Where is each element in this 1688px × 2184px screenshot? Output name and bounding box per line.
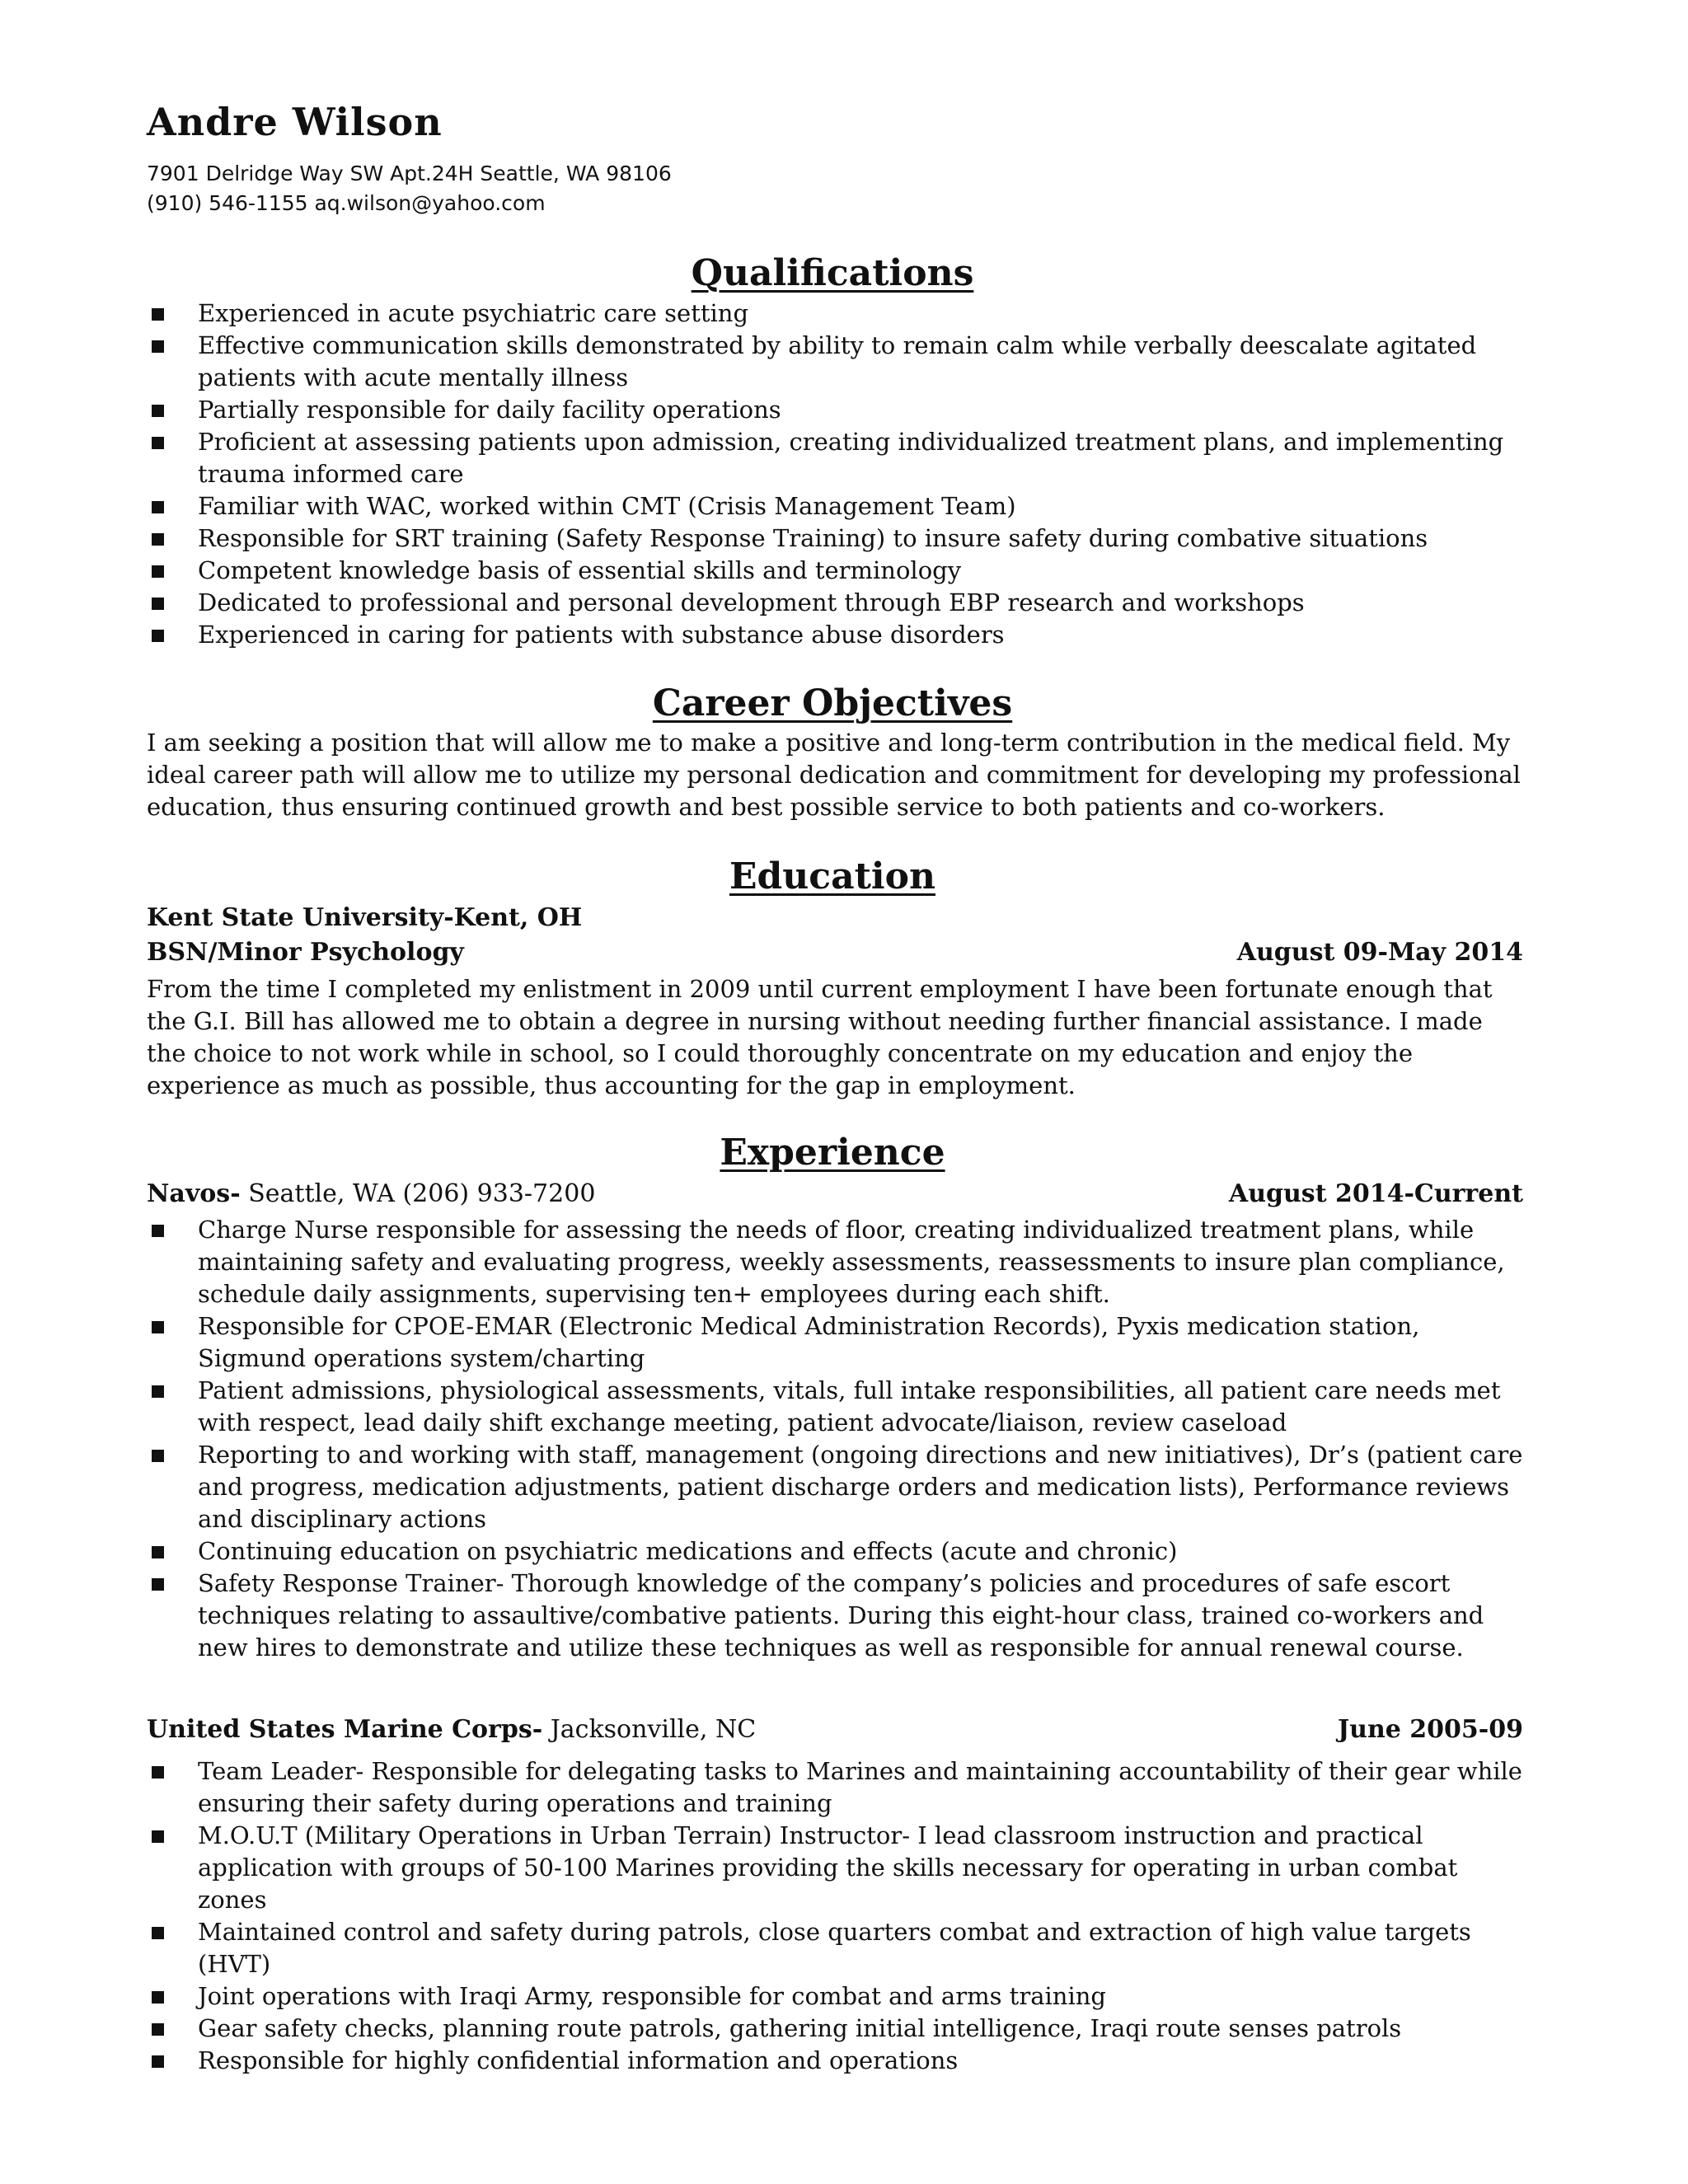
list-item: Effective communication skills demonstrated by ability to remain calm while verbally deescalate agitated patients with acute mentally illness [147,330,1531,394]
bullet-square-icon [152,1546,164,1558]
candidate-name: Andre Wilson [147,100,443,144]
list-item: Proficient at assessing patients upon admission, creating individualized treatment plans, and implementing trauma informed care [147,426,1531,490]
bullet-square-icon [152,2055,164,2068]
bullet-square-icon [152,340,164,353]
list-item: Responsible for SRT training (Safety Response Training) to insure safety during combative situations [147,523,1531,555]
list-item: Experienced in caring for patients with substance abuse disorders [147,619,1531,651]
contact-address: 7901 Delridge Way SW Apt.24H Seattle, WA 98106 [147,162,672,185]
job-header-usmc [147,1713,1523,1747]
job-header-navos [147,1177,1523,1212]
employer-name: Navos- [147,1179,241,1208]
employer-location: Jacksonville, NC [542,1715,757,1744]
education-school-row [147,901,1523,935]
bullet-square-icon [152,2023,164,2036]
bullet-square-icon [152,1766,164,1779]
list-item: Charge Nurse responsible for assessing the needs of floor, creating individualized treatment plans, while maintaining safety and evaluating progress, weekly assessments, reassessments to insure plan compliance, schedule daily assignments, supervising ten+ employees during each shift. [147,1214,1531,1310]
bullet-square-icon [152,1991,164,2004]
bullet-square-icon [152,1578,164,1591]
list-item: Dedicated to professional and personal development through EBP research and workshops [147,587,1531,619]
job-dates: August 2014-Current [1228,1179,1523,1208]
job-duties-list [147,1214,1531,1664]
list-item: Competent knowledge basis of essential skills and terminology [147,555,1531,587]
qualifications-list [147,298,1531,651]
bullet-square-icon [152,630,164,642]
list-item: Reporting to and working with staff, management (ongoing directions and new initiatives), Dr’s (patient care and progress, medication adjustments, patient discharge orders and medication lists), Performance reviews and disciplinary actions [147,1439,1531,1535]
degree-name: BSN/Minor Psychology [147,938,464,967]
list-item: Patient admissions, physiological assessments, vitals, full intake responsibilities, all patient care needs met with respect, lead daily shift exchange meeting, patient advocate/liaison, review caseload [147,1375,1531,1439]
bullet-square-icon [152,1385,164,1398]
education-dates: August 09-May 2014 [1236,938,1523,967]
list-item: Responsible for highly confidential information and operations [147,2045,1531,2077]
list-item: Maintained control and safety during patrols, close quarters combat and extraction of high value targets (HVT) [147,1916,1531,1980]
bullet-square-icon [152,437,164,449]
school-name: Kent State University-Kent, OH [147,903,583,932]
education-degree-row [147,935,1523,970]
list-item: Responsible for CPOE-EMAR (Electronic Medical Administration Records), Pyxis medication station, Sigmund operations system/charting [147,1310,1531,1375]
bullet-square-icon [152,1225,164,1237]
list-item: Partially responsible for daily facility operations [147,394,1531,426]
bullet-square-icon [152,598,164,610]
objectives-text: I am seeking a position that will allow me to make a positive and long-term contribution in the medical field. My ideal career path will allow me to utilize my personal dedication and commitment for developing my professional education, thus ensuring continued growth and best possible service to both patients and co-workers. [147,729,1521,821]
experience-heading: Experience [720,1132,945,1174]
bullet-square-icon [152,533,164,546]
bullet-square-icon [152,1321,164,1333]
list-item: Familiar with WAC, worked within CMT (Crisis Management Team) [147,490,1531,523]
objectives-heading: Career Objectives [652,682,1013,724]
bullet-square-icon [152,1830,164,1843]
bullet-square-icon [152,1927,164,1939]
qualifications-heading: Qualifications [691,252,974,294]
list-item: Safety Response Trainer- Thorough knowledge of the company’s policies and procedures of safe escort techniques relating to assaultive/combative patients. During this eight-hour class, trained co-workers and new hires to demonstrate and utilize these techniques as well as responsible for annual renewal course. [147,1568,1531,1664]
job-duties-list [147,1755,1531,2077]
list-item: M.O.U.T (Military Operations in Urban Terrain) Instructor- I lead classroom instruction and practical application with groups of 50-100 Marines providing the skills necessary for operating in urban combat zones [147,1820,1531,1916]
bullet-square-icon [152,565,164,578]
list-item: Team Leader- Responsible for delegating tasks to Marines and maintaining accountability of their gear while ensuring their safety during operations and training [147,1755,1531,1820]
bullet-square-icon [152,405,164,417]
employer-location: Seattle, WA (206) 933-7200 [240,1179,596,1208]
education-text: From the time I completed my enlistment in 2009 until current employment I have been fortunate enough that the G.I. Bill has allowed me to obtain a degree in nursing without needing further financial assistance. I made the choice to not work while in school, so I could thoroughly concentrate on my education and enjoy the experience as much as possible, thus accounting for the gap in employment. [147,975,1493,1099]
list-item: Joint operations with Iraqi Army, responsible for combat and arms training [147,1980,1531,2013]
education-heading: Education [729,855,935,898]
bullet-square-icon [152,308,164,321]
contact-phone-email: (910) 546-1155 aq.wilson@yahoo.com [147,191,546,215]
bullet-square-icon [152,1450,164,1462]
bullet-square-icon [152,501,164,513]
list-item: Gear safety checks, planning route patrols, gathering initial intelligence, Iraqi route senses patrols [147,2013,1531,2045]
job-dates: June 2005-09 [1337,1715,1523,1744]
list-item: Experienced in acute psychiatric care setting [147,298,1531,330]
employer-name: United States Marine Corps- [147,1715,543,1744]
list-item: Continuing education on psychiatric medications and effects (acute and chronic) [147,1535,1531,1568]
